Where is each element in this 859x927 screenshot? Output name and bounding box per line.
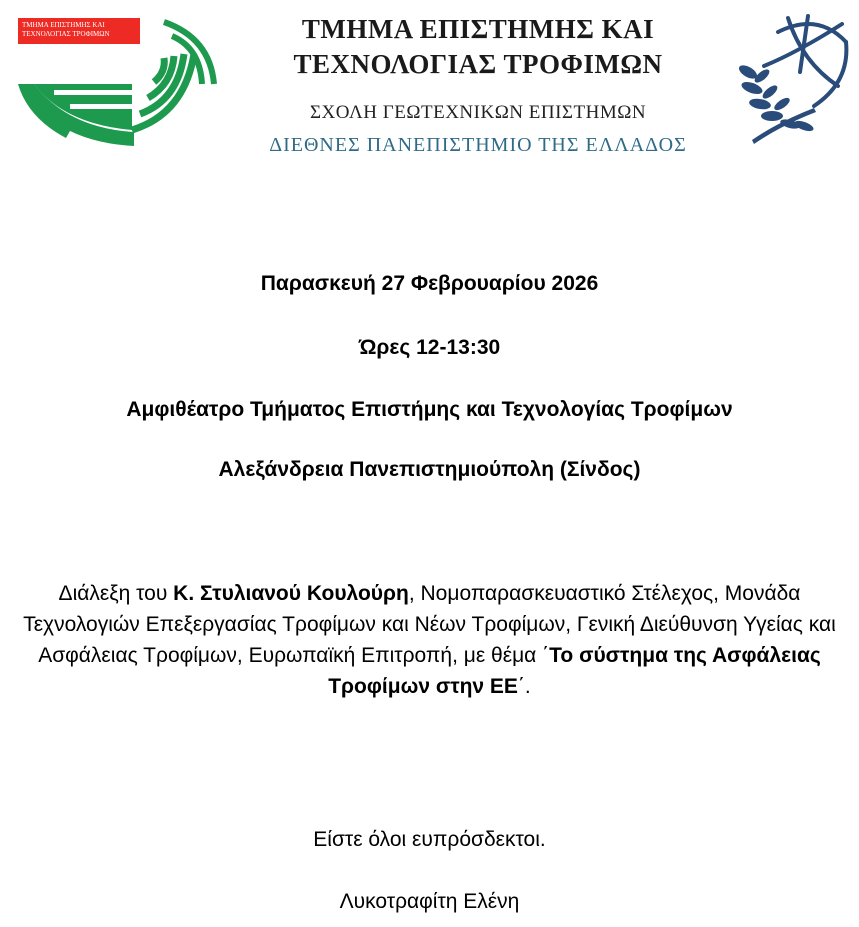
school-name: ΣΧΟΛΗ ΓΕΩΤΕΧΝΙΚΩΝ ΕΠΙΣΤΗΜΩΝ [309, 102, 647, 123]
logo-red-label [18, 18, 140, 44]
department-title-line1: ΤΜΗΜΑ ΕΠΙΣΤΗΜΗΣ ΚΑΙ [301, 14, 655, 44]
event-time: Ώρες 12-13:30 [358, 336, 501, 359]
lecture-intro: Διάλεξη του [58, 582, 174, 605]
university-name: ΔΙΕΘΝΕΣ ΠΑΝΕΠΙΣΤΗΜΙΟ ΤΗΣ ΕΛΛΑΔΟΣ [269, 134, 687, 156]
speaker-role: , Νομοπαρασκευαστικό Στέλεχος, Μονάδα Τεχνολογιών Επεξεργασίας Τροφίμων και Νέων Τροφίμων, Γενική Διεύθυνση Υγείας και Ασφάλειας Τροφίμων, Ευρωπαϊκή Επιτροπή, με θέμα ΄ [23, 582, 836, 667]
header-titles [228, 12, 728, 157]
welcome-note: Είστε όλοι ευπρόσδεκτοι. [313, 828, 546, 851]
event-venue: Αμφιθέατρο Τμήματος Επιστήμης και Τεχνολογίας Τροφίμων [126, 398, 733, 421]
letterhead [0, 0, 859, 180]
university-emblem [738, 12, 852, 150]
lecture-topic: Το σύστημα της Ασφάλειας Τροφίμων στην ΕΕ [328, 644, 821, 698]
speaker-name: Κ. Στυλιανού Κουλούρη [173, 582, 409, 605]
signature: Λυκοτραφίτη Ελένη [339, 890, 520, 913]
logo-label-line2: ΤΕΧΝΟΛΟΓΙΑΣ ΤΡΟΦΙΜΩΝ [22, 30, 110, 38]
department-title-line2: ΤΕΧΝΟΛΟΓΙΑΣ ΤΡΟΦΙΜΩΝ [293, 49, 663, 79]
logo-label-line1: ΤΜΗΜΑ ΕΠΙΣΤΗΜΗΣ ΚΑΙ [22, 21, 105, 29]
globe-olive-branch-icon [738, 12, 852, 150]
event-date: Παρασκευή 27 Φεβρουαρίου 2026 [260, 272, 599, 295]
lecture-description [6, 578, 853, 702]
event-location: Αλεξάνδρεια Πανεπιστημιούπολη (Σίνδος) [218, 458, 641, 481]
department-logo [14, 14, 224, 154]
lecture-end: ΄. [517, 675, 531, 698]
